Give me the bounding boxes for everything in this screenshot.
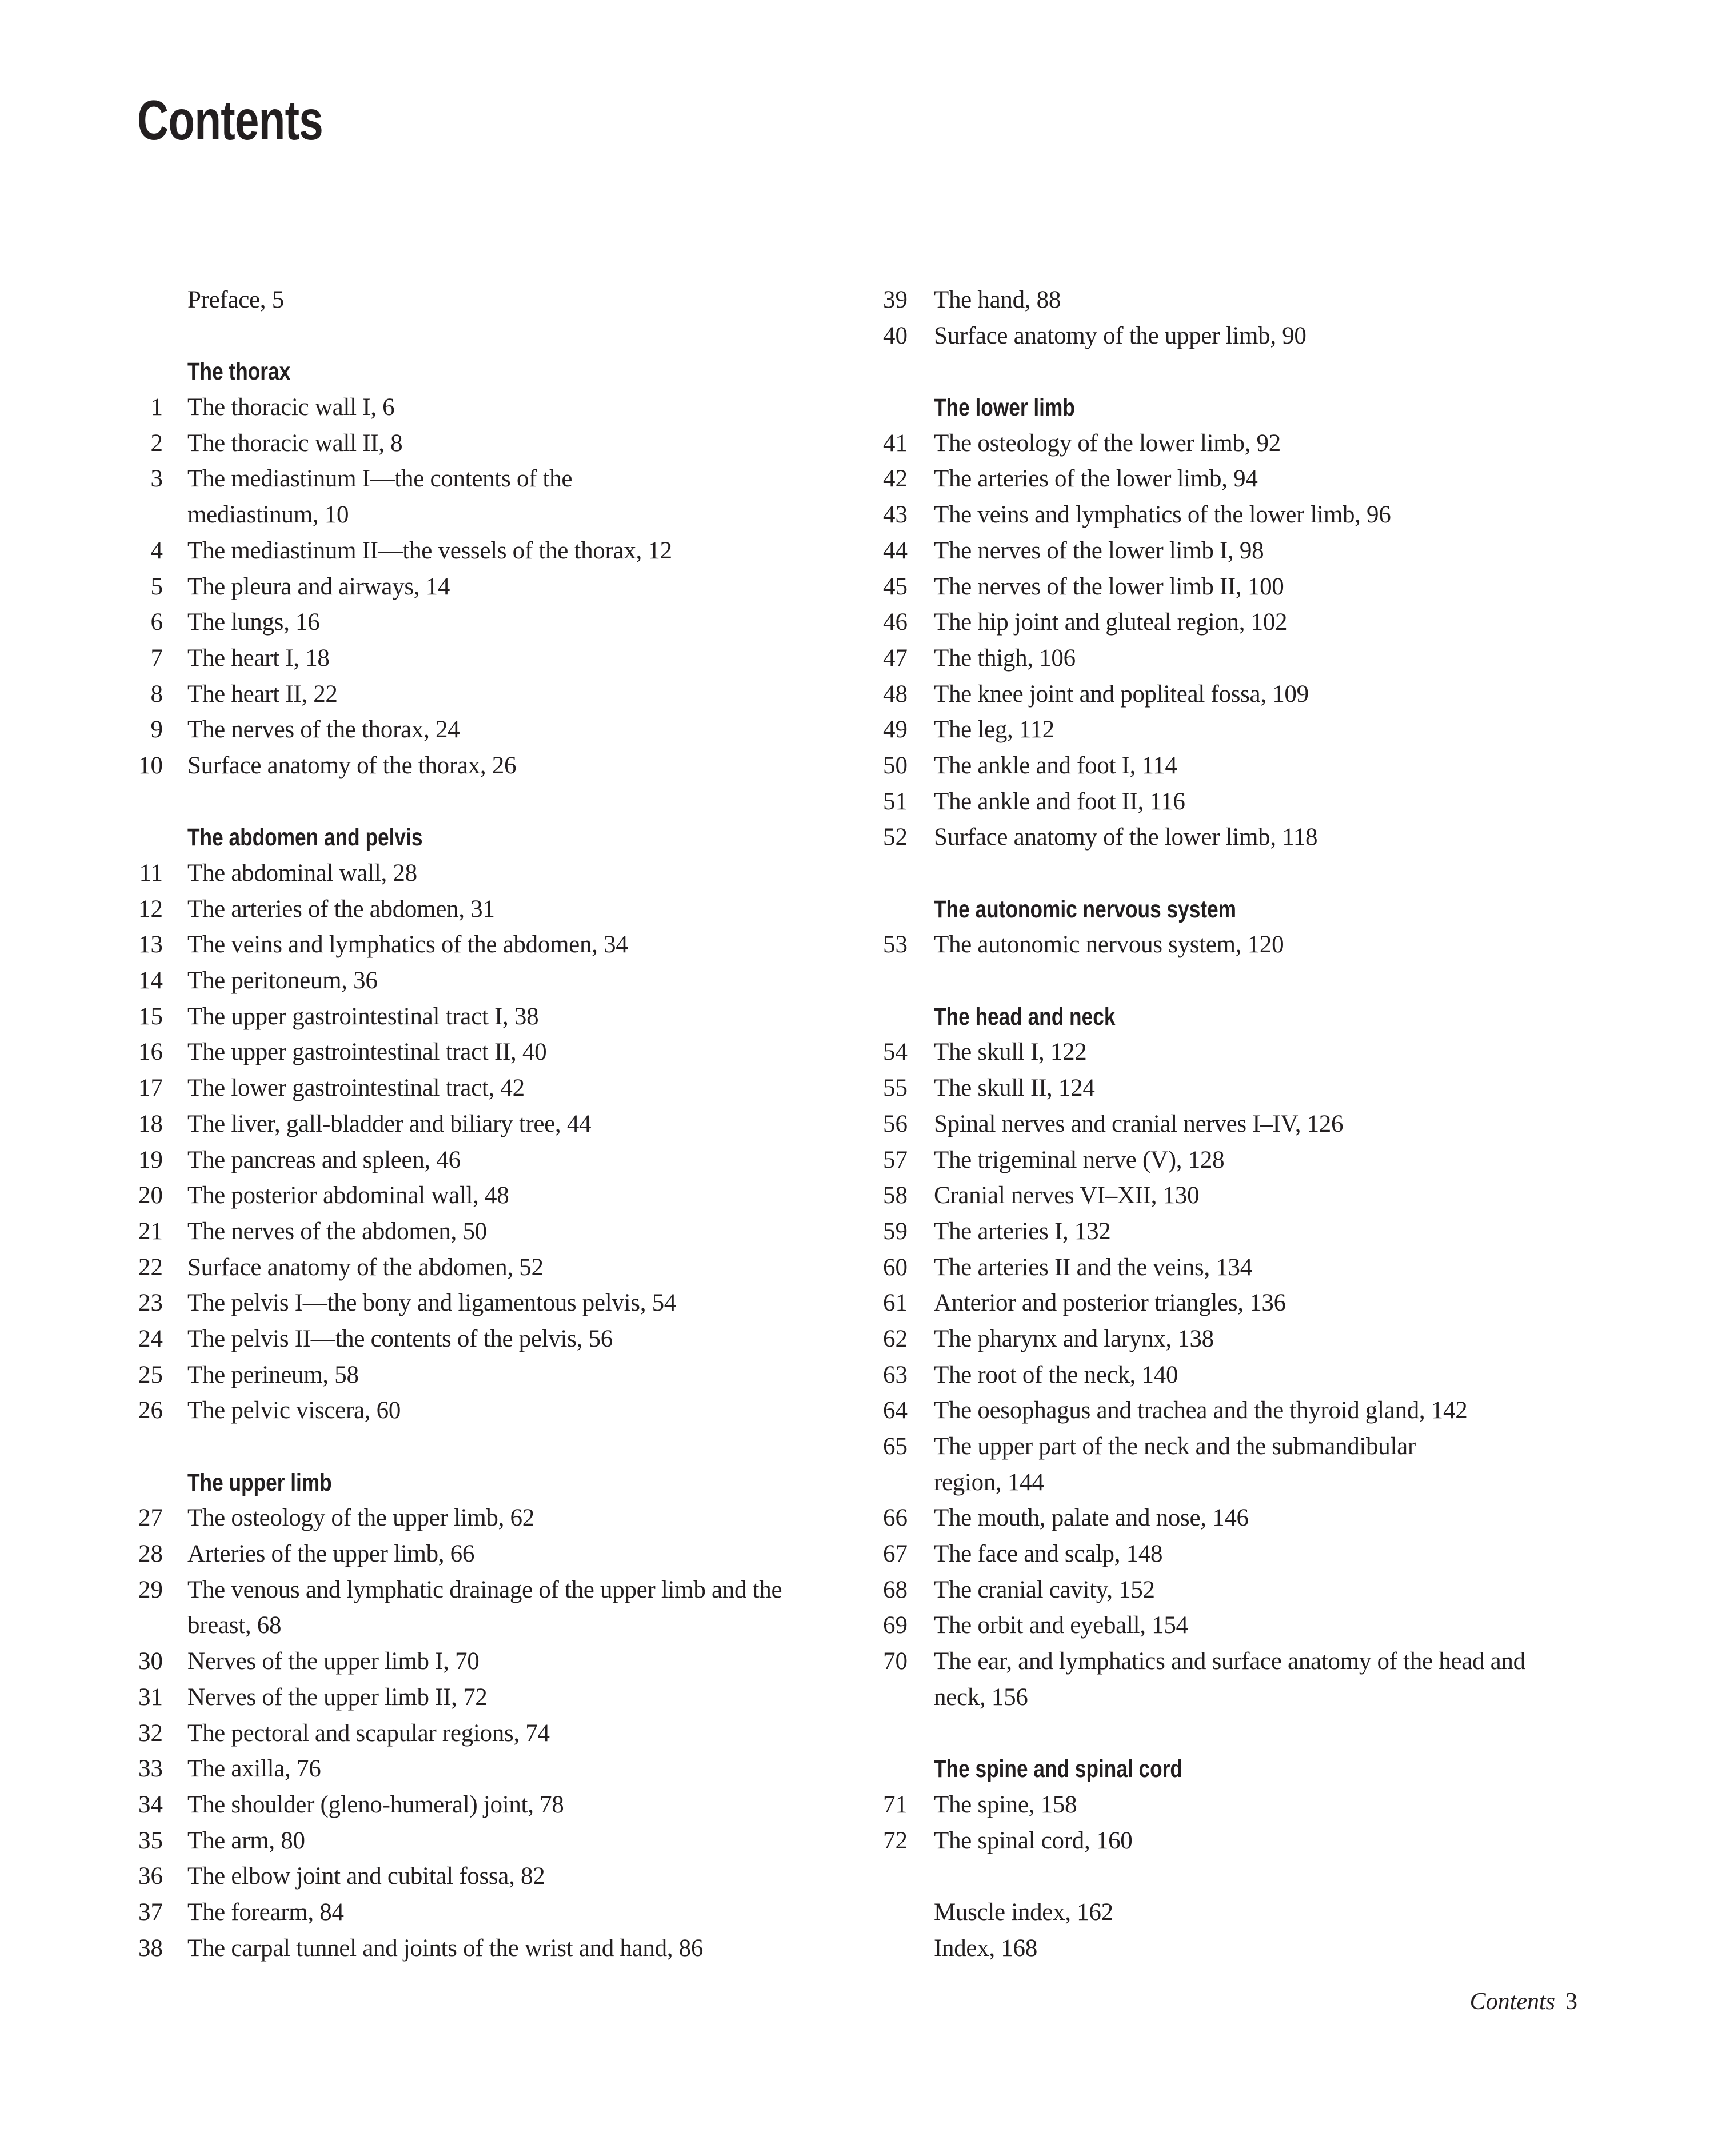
- entry-title: The axilla, 76: [187, 1755, 321, 1783]
- spacer: [857, 1859, 1600, 1895]
- contents-entry[interactable]: [857, 1895, 1600, 1931]
- contents-entry[interactable]: [114, 1358, 857, 1394]
- contents-entry[interactable]: [114, 605, 857, 641]
- contents-entry[interactable]: [114, 677, 857, 713]
- entry-title: The shoulder (gleno-humeral) joint, 78: [187, 1791, 564, 1818]
- contents-entry[interactable]: [857, 1321, 1600, 1358]
- chapter-number: 11: [139, 860, 163, 887]
- entry-title: neck, 156: [934, 1683, 1028, 1711]
- entry-title: The mouth, palate and nose, 146: [934, 1504, 1249, 1532]
- chapter-number: 72: [883, 1827, 908, 1854]
- entry-title: The thoracic wall II, 8: [187, 429, 403, 457]
- contents-entry[interactable]: [114, 1572, 857, 1608]
- contents-entry[interactable]: [114, 1178, 857, 1214]
- entry-title: mediastinum, 10: [187, 501, 349, 529]
- contents-entry[interactable]: [857, 1536, 1600, 1572]
- section-heading-text: The spine and spinal cord: [934, 1755, 1182, 1783]
- chapter-number: 2: [150, 429, 163, 457]
- entry-title: breast, 68: [187, 1612, 282, 1639]
- chapter-number: 57: [883, 1146, 908, 1173]
- contents-entry[interactable]: [114, 1644, 857, 1680]
- section-heading: [857, 390, 1600, 426]
- chapter-number: 10: [138, 752, 163, 779]
- chapter-number: 3: [150, 465, 163, 493]
- contents-entry-continuation[interactable]: [857, 1465, 1600, 1501]
- entry-title: Cranial nerves VI–XII, 130: [934, 1182, 1200, 1209]
- chapter-number: 59: [883, 1217, 908, 1245]
- spacer: [857, 963, 1600, 999]
- contents-entry[interactable]: [857, 1608, 1600, 1644]
- contents-entry[interactable]: [114, 1214, 857, 1250]
- contents-entry[interactable]: [857, 533, 1600, 569]
- chapter-number: 28: [138, 1540, 163, 1568]
- contents-entry[interactable]: [114, 1393, 857, 1429]
- chapter-number: 40: [883, 322, 908, 349]
- spacer: [857, 354, 1600, 390]
- entry-title: The skull II, 124: [934, 1075, 1095, 1102]
- entry-title: Nerves of the upper limb II, 72: [187, 1683, 488, 1711]
- spacer: [114, 318, 857, 354]
- spacer: [114, 784, 857, 820]
- entry-title: region, 144: [934, 1468, 1044, 1496]
- entry-title: Surface anatomy of the thorax, 26: [187, 752, 517, 779]
- entry-title: Arteries of the upper limb, 66: [187, 1540, 475, 1568]
- contents-entry[interactable]: [857, 1787, 1600, 1823]
- chapter-number: 63: [883, 1361, 908, 1388]
- contents-entry[interactable]: [114, 712, 857, 748]
- entry-title: The spinal cord, 160: [934, 1827, 1133, 1854]
- section-heading-text: The autonomic nervous system: [934, 895, 1237, 923]
- entry-title: The trigeminal nerve (V), 128: [934, 1146, 1225, 1173]
- chapter-number: 68: [883, 1576, 908, 1603]
- contents-entry[interactable]: [114, 1859, 857, 1895]
- section-heading-text: The head and neck: [934, 1003, 1116, 1031]
- contents-entry[interactable]: [857, 1358, 1600, 1394]
- chapter-number: 31: [138, 1683, 163, 1711]
- contents-entry[interactable]: [114, 1285, 857, 1321]
- chapter-number: 19: [138, 1146, 163, 1173]
- chapter-number: 18: [138, 1110, 163, 1137]
- spacer: [857, 1716, 1600, 1752]
- entry-title: Spinal nerves and cranial nerves I–IV, 126: [934, 1110, 1344, 1137]
- entry-title: The elbow joint and cubital fossa, 82: [187, 1863, 545, 1890]
- chapter-number: 33: [138, 1755, 163, 1783]
- chapter-number: 6: [150, 609, 163, 636]
- entry-title: The nerves of the lower limb I, 98: [934, 537, 1264, 564]
- contents-entry-continuation[interactable]: [114, 1608, 857, 1644]
- contents-entry[interactable]: [857, 641, 1600, 677]
- entry-title: The mediastinum I—the contents of the: [187, 465, 573, 493]
- chapter-number: 5: [150, 573, 163, 600]
- entry-title: The lower gastrointestinal tract, 42: [187, 1075, 525, 1102]
- chapter-number: 65: [883, 1433, 908, 1460]
- chapter-number: 67: [883, 1540, 908, 1568]
- contents-entry[interactable]: [857, 1071, 1600, 1107]
- entry-title: The posterior abdominal wall, 48: [187, 1182, 509, 1209]
- section-heading-text: The abdomen and pelvis: [187, 824, 423, 852]
- entry-title: The veins and lymphatics of the abdomen, 34: [187, 931, 628, 959]
- entry-title: The pancreas and spleen, 46: [187, 1146, 461, 1173]
- entry-title: The upper gastrointestinal tract II, 40: [187, 1039, 547, 1066]
- chapter-number: 39: [883, 286, 908, 313]
- chapter-number: 34: [138, 1791, 163, 1818]
- entry-title: The liver, gall-bladder and biliary tree, 44: [187, 1110, 592, 1137]
- entry-title: The cranial cavity, 152: [934, 1576, 1155, 1603]
- contents-entry[interactable]: [114, 1500, 857, 1536]
- chapter-number: 70: [883, 1648, 908, 1675]
- contents-entry[interactable]: [857, 497, 1600, 533]
- chapter-number: 24: [138, 1325, 163, 1352]
- entry-title: The face and scalp, 148: [934, 1540, 1163, 1568]
- chapter-number: 49: [883, 716, 908, 744]
- section-heading-text: The upper limb: [187, 1468, 332, 1496]
- entry-title: The lungs, 16: [187, 609, 320, 636]
- contents-entry[interactable]: [857, 1823, 1600, 1859]
- entry-title: The pelvis II—the contents of the pelvis, 56: [187, 1325, 613, 1352]
- contents-entry[interactable]: [114, 892, 857, 928]
- contents-column-right: [857, 282, 1600, 1966]
- entry-title: The orbit and eyeball, 154: [934, 1612, 1188, 1639]
- contents-entry[interactable]: [857, 461, 1600, 497]
- entry-title: Surface anatomy of the lower limb, 118: [934, 824, 1318, 851]
- entry-title: The arm, 80: [187, 1827, 305, 1854]
- chapter-number: 54: [883, 1039, 908, 1066]
- entry-title: Anterior and posterior triangles, 136: [934, 1289, 1286, 1317]
- entry-title: The heart I, 18: [187, 644, 330, 672]
- contents-entry[interactable]: [114, 1823, 857, 1859]
- chapter-number: 25: [138, 1361, 163, 1388]
- contents-entry-continuation[interactable]: [114, 497, 857, 533]
- section-heading: [857, 1751, 1600, 1787]
- chapter-number: 55: [883, 1075, 908, 1102]
- entry-title: The nerves of the lower limb II, 100: [934, 573, 1284, 600]
- contents-entry[interactable]: [114, 1895, 857, 1931]
- contents-entry[interactable]: [857, 1572, 1600, 1608]
- contents-entry[interactable]: [857, 318, 1600, 354]
- contents-entry[interactable]: [114, 569, 857, 605]
- chapter-number: 64: [883, 1397, 908, 1424]
- chapter-number: 23: [138, 1289, 163, 1317]
- contents-entry[interactable]: [857, 1035, 1600, 1071]
- contents-column-left: [114, 282, 857, 1966]
- entry-title: The veins and lymphatics of the lower limb, 96: [934, 501, 1391, 529]
- chapter-number: 1: [150, 394, 163, 421]
- entry-title: The ankle and foot II, 116: [934, 788, 1185, 815]
- chapter-number: 14: [138, 967, 163, 995]
- entry-title: Surface anatomy of the upper limb, 90: [934, 322, 1307, 349]
- chapter-number: 22: [138, 1253, 163, 1281]
- contents-entry[interactable]: [857, 605, 1600, 641]
- chapter-number: 43: [883, 501, 908, 529]
- contents-entry[interactable]: [857, 1644, 1600, 1680]
- chapter-number: 9: [150, 716, 163, 744]
- contents-entry[interactable]: [114, 282, 857, 318]
- entry-title: The peritoneum, 36: [187, 967, 378, 995]
- entry-title: The pelvic viscera, 60: [187, 1397, 401, 1424]
- contents-entry[interactable]: [857, 712, 1600, 748]
- page-number: 3: [1565, 1989, 1577, 2015]
- contents-entry[interactable]: [857, 927, 1600, 963]
- entry-title: The arteries of the lower limb, 94: [934, 465, 1258, 493]
- contents-entry[interactable]: [857, 1214, 1600, 1250]
- entry-title: The leg, 112: [934, 716, 1054, 744]
- chapter-number: 4: [150, 537, 163, 564]
- section-heading: [857, 892, 1600, 928]
- chapter-number: 35: [138, 1827, 163, 1854]
- entry-title: The perineum, 58: [187, 1361, 359, 1388]
- entry-title: Index, 168: [934, 1934, 1037, 1962]
- chapter-number: 44: [883, 537, 908, 564]
- entry-title: The carpal tunnel and joints of the wrist and hand, 86: [187, 1934, 704, 1962]
- section-heading: [114, 820, 857, 856]
- entry-title: The thigh, 106: [934, 644, 1076, 672]
- contents-entry[interactable]: [114, 641, 857, 677]
- chapter-number: 56: [883, 1110, 908, 1137]
- entry-title: Nerves of the upper limb I, 70: [187, 1648, 480, 1675]
- entry-title: The abdominal wall, 28: [187, 860, 417, 887]
- entry-title: The arteries II and the veins, 134: [934, 1253, 1252, 1281]
- entry-title: The mediastinum II—the vessels of the thorax, 12: [187, 537, 672, 564]
- contents-entry[interactable]: [857, 282, 1600, 318]
- spacer: [114, 1429, 857, 1465]
- entry-title: The nerves of the thorax, 24: [187, 716, 460, 744]
- entry-title: The osteology of the lower limb, 92: [934, 429, 1281, 457]
- entry-title: The heart II, 22: [187, 680, 338, 708]
- entry-title: Preface, 5: [187, 286, 284, 313]
- chapter-number: 32: [138, 1719, 163, 1747]
- entry-title: The arteries of the abdomen, 31: [187, 895, 495, 923]
- contents-entry[interactable]: [857, 1500, 1600, 1536]
- running-footer-label: Contents: [1469, 1989, 1555, 2015]
- contents-entry[interactable]: [857, 1393, 1600, 1429]
- entry-title: The pleura and airways, 14: [187, 573, 450, 600]
- chapter-number: 66: [883, 1504, 908, 1532]
- section-heading-text: The lower limb: [934, 394, 1075, 422]
- entry-title: Muscle index, 162: [934, 1898, 1113, 1926]
- entry-title: The ankle and foot I, 114: [934, 752, 1177, 779]
- chapter-number: 7: [150, 644, 163, 672]
- chapter-number: 62: [883, 1325, 908, 1352]
- entry-title: The pharynx and larynx, 138: [934, 1325, 1214, 1352]
- chapter-number: 26: [138, 1397, 163, 1424]
- page-title: Contents: [137, 89, 323, 151]
- entry-title: The pectoral and scapular regions, 74: [187, 1719, 550, 1747]
- entry-title: The ear, and lymphatics and surface anatomy of the head and: [934, 1648, 1525, 1675]
- contents-entry[interactable]: [857, 784, 1600, 820]
- contents-entry[interactable]: [857, 426, 1600, 462]
- contents-entry[interactable]: [857, 569, 1600, 605]
- chapter-number: 61: [883, 1289, 908, 1317]
- contents-entry[interactable]: [114, 1107, 857, 1143]
- section-heading: [114, 354, 857, 390]
- chapter-number: 20: [138, 1182, 163, 1209]
- spacer: [857, 856, 1600, 892]
- entry-title: The spine, 158: [934, 1791, 1077, 1818]
- entry-title: The skull I, 122: [934, 1039, 1087, 1066]
- chapter-number: 45: [883, 573, 908, 600]
- contents-entry[interactable]: [114, 963, 857, 999]
- chapter-number: 60: [883, 1253, 908, 1281]
- chapter-number: 29: [138, 1576, 163, 1603]
- contents-entry-continuation[interactable]: [857, 1680, 1600, 1716]
- section-heading: [857, 999, 1600, 1035]
- section-heading: [114, 1465, 857, 1501]
- chapter-number: 46: [883, 609, 908, 636]
- entry-title: Surface anatomy of the abdomen, 52: [187, 1253, 544, 1281]
- contents-entry[interactable]: [114, 461, 857, 497]
- chapter-number: 52: [883, 824, 908, 851]
- entry-title: The thoracic wall I, 6: [187, 394, 395, 421]
- chapter-number: 15: [138, 1003, 163, 1030]
- contents-entry[interactable]: [114, 748, 857, 784]
- contents-entry[interactable]: [857, 677, 1600, 713]
- chapter-number: 42: [883, 465, 908, 493]
- entry-title: The autonomic nervous system, 120: [934, 931, 1284, 959]
- contents-entry[interactable]: [114, 1143, 857, 1179]
- contents-entry[interactable]: [857, 820, 1600, 856]
- contents-entry[interactable]: [114, 1751, 857, 1787]
- chapter-number: 53: [883, 931, 908, 959]
- contents-entry[interactable]: [114, 856, 857, 892]
- contents-entry[interactable]: [857, 748, 1600, 784]
- contents-entry[interactable]: [114, 1536, 857, 1572]
- chapter-number: 41: [883, 429, 908, 457]
- contents-entry[interactable]: [114, 1250, 857, 1286]
- entry-title: The osteology of the upper limb, 62: [187, 1504, 534, 1532]
- entry-title: The pelvis I—the bony and ligamentous pelvis, 54: [187, 1289, 677, 1317]
- chapter-number: 12: [138, 895, 163, 923]
- chapter-number: 48: [883, 680, 908, 708]
- contents-entry[interactable]: [857, 1285, 1600, 1321]
- entry-title: The root of the neck, 140: [934, 1361, 1178, 1388]
- chapter-number: 17: [138, 1075, 163, 1102]
- contents-entry[interactable]: [114, 1321, 857, 1358]
- contents-entry[interactable]: [857, 1429, 1600, 1465]
- contents-entry[interactable]: [857, 1107, 1600, 1143]
- chapter-number: 47: [883, 644, 908, 672]
- section-heading-text: The thorax: [187, 358, 291, 386]
- contents-entry[interactable]: [114, 1071, 857, 1107]
- entry-title: The venous and lymphatic drainage of the upper limb and the: [187, 1576, 782, 1603]
- chapter-number: 37: [138, 1898, 163, 1926]
- entry-title: The oesophagus and trachea and the thyroid gland, 142: [934, 1397, 1468, 1424]
- contents-entry[interactable]: [114, 1035, 857, 1071]
- entry-title: The hand, 88: [934, 286, 1061, 313]
- contents-entry[interactable]: [114, 1716, 857, 1752]
- entry-title: The hip joint and gluteal region, 102: [934, 609, 1288, 636]
- chapter-number: 30: [138, 1648, 163, 1675]
- contents-entry[interactable]: [114, 1931, 857, 1967]
- entry-title: The knee joint and popliteal fossa, 109: [934, 680, 1309, 708]
- contents-entry[interactable]: [114, 390, 857, 426]
- contents-entry[interactable]: [114, 426, 857, 462]
- entry-title: The nerves of the abdomen, 50: [187, 1217, 487, 1245]
- entry-title: The upper part of the neck and the submandibular: [934, 1433, 1416, 1460]
- contents-entry[interactable]: [114, 927, 857, 963]
- chapter-number: 21: [138, 1217, 163, 1245]
- contents-entry[interactable]: [114, 999, 857, 1035]
- contents-entry[interactable]: [114, 1787, 857, 1823]
- contents-entry[interactable]: [114, 1680, 857, 1716]
- contents-entry[interactable]: [857, 1143, 1600, 1179]
- page-footer: [1470, 1988, 1577, 2015]
- chapter-number: 50: [883, 752, 908, 779]
- contents-entry[interactable]: [857, 1931, 1600, 1967]
- chapter-number: 36: [138, 1863, 163, 1890]
- chapter-number: 58: [883, 1182, 908, 1209]
- chapter-number: 8: [150, 680, 163, 708]
- contents-entry[interactable]: [857, 1178, 1600, 1214]
- chapter-number: 71: [883, 1791, 908, 1818]
- chapter-number: 13: [138, 931, 163, 959]
- chapter-number: 69: [883, 1612, 908, 1639]
- chapter-number: 16: [138, 1039, 163, 1066]
- entry-title: The arteries I, 132: [934, 1217, 1111, 1245]
- entry-title: The upper gastrointestinal tract I, 38: [187, 1003, 539, 1030]
- contents-entry[interactable]: [857, 1250, 1600, 1286]
- chapter-number: 38: [138, 1934, 163, 1962]
- chapter-number: 51: [883, 788, 908, 815]
- entry-title: The forearm, 84: [187, 1898, 344, 1926]
- contents-entry[interactable]: [114, 533, 857, 569]
- chapter-number: 27: [138, 1504, 163, 1532]
